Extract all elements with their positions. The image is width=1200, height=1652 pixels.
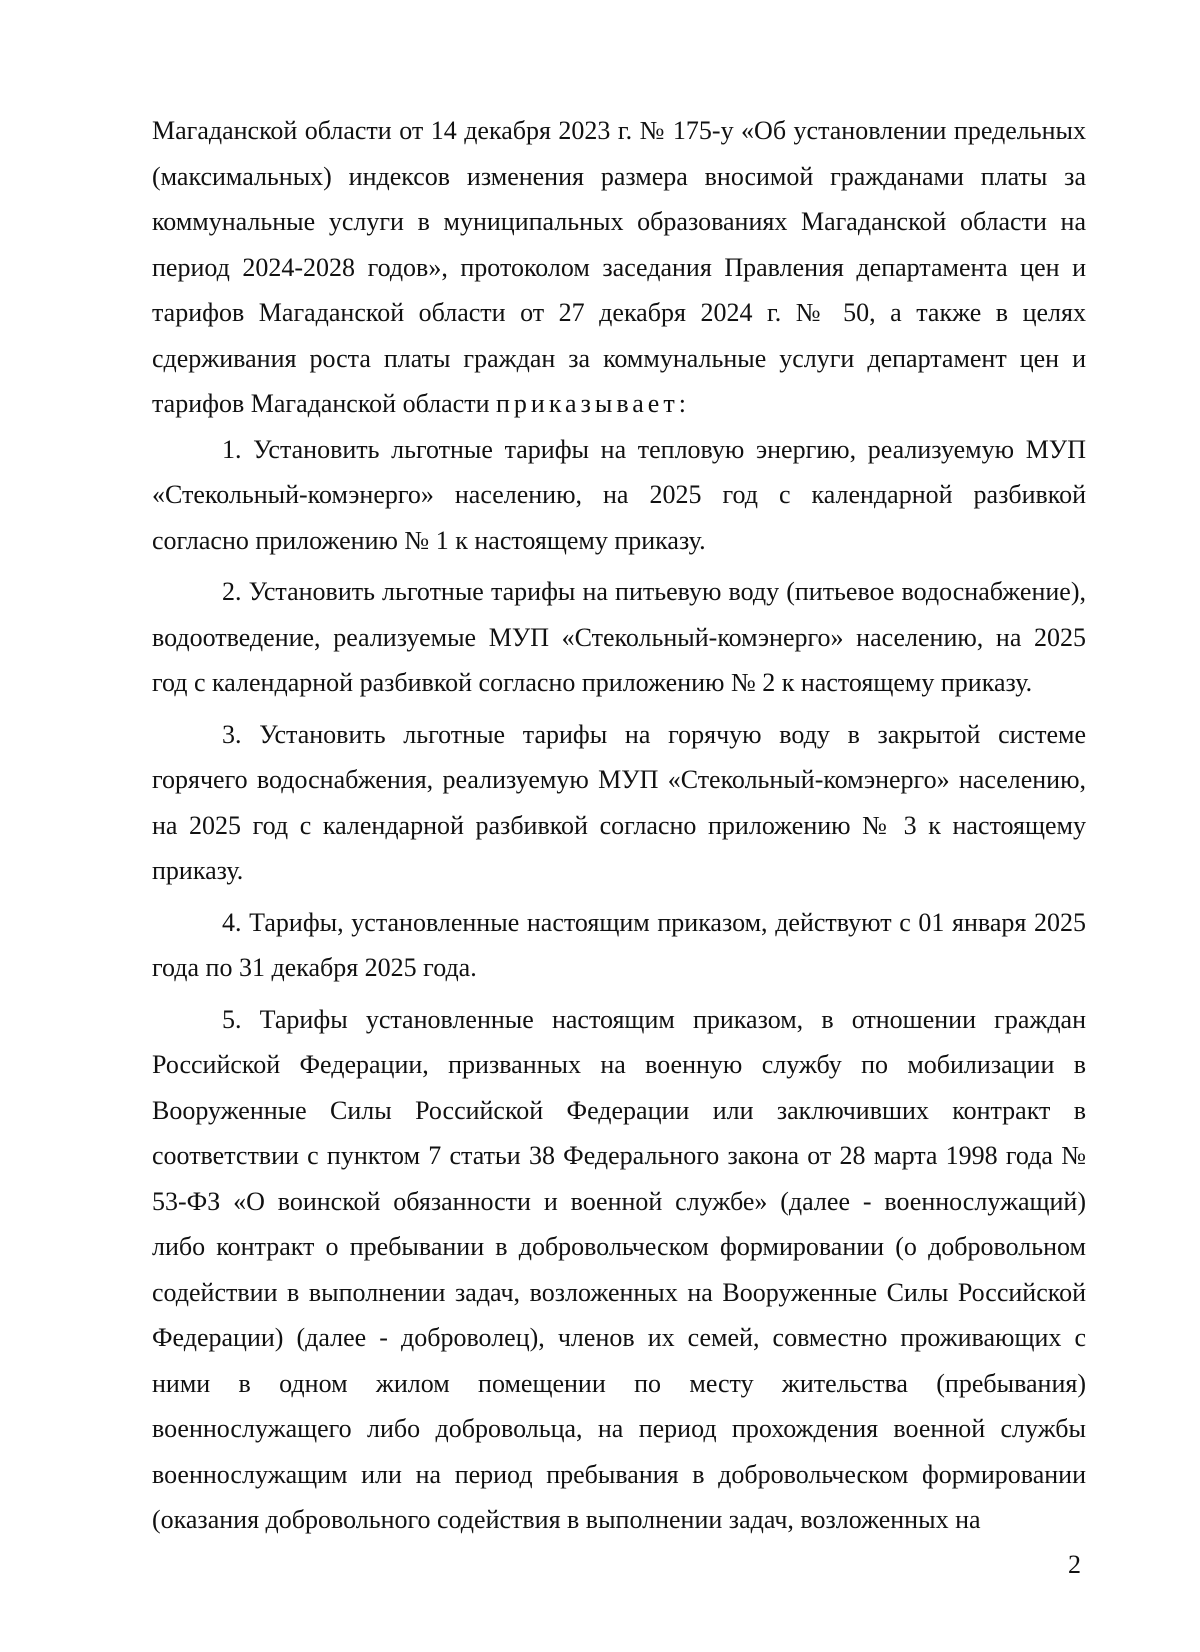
order-verb: приказывает [495,389,679,418]
intro-paragraph [152,108,1086,427]
intro-text: Магаданской области от 14 декабря 2023 г. № 175-у «Об установлении предельных (максимальных) индексов изменения размера вносимой гражданами платы за коммунальные услуги в муниципальных образованиях Магаданской области на период 2024-2028 годов», протоколом заседания Правления департамента цен и тарифов Магаданской области от 27 декабря 2024 г. № 50, а также в целях сдерживания роста платы граждан за коммунальные услуги департамент цен и тарифов Магаданской области [152,116,1086,418]
paragraph-item-1: 1. Установить льготные тарифы на тепловую энергию, реализуемую МУП «Стекольный-комэнерго» населению, на 2025 год с календарной разбивкой согласно приложению № 1 к настоящему приказу. [152,434,1086,555]
page-number: 2 [1068,1550,1081,1579]
intro-colon: : [678,389,686,418]
paragraph-item-5: 5. Тарифы установленные настоящим приказом, в отношении граждан Российской Федерации, призванных на военную службу по мобилизации в Вооруженные Силы Российской Федерации или заключивших контракт в соответствии с пунктом 7 статьи 38 Федерального закона от 28 марта 1998 года № 53-ФЗ «О воинской обязанности и военной службе» (далее - военнослужащий) либо контракт о пребывании в добровольческом формировании (о добровольном содействии в выполнении задач, возложенных на Вооруженные Силы Российской Федерации) (далее - доброволец), членов их семей, совместно проживающих с ними в одном жилом помещении по месту жительства (пребывания) военнослужащего либо добровольца, на период прохождения военной службы военнослужащим или на период пребывания в добровольческом формировании (оказания добровольного содействия в выполнении задач, возложенных на [152,1004,1086,1534]
paragraph-item-2: 2. Установить льготные тарифы на питьевую воду (питьевое водоснабжение), водоотведение, реализуемые МУП «Стекольный-комэнерго» населению, на 2025 год с календарной разбивкой согласно приложению № 2 к настоящему приказу. [152,577,1086,697]
paragraph-item-4: 4. Тарифы, установленные настоящим приказом, действуют с 01 января 2025 года по 31 декабря 2025 года. [152,907,1086,982]
document-body [152,108,1086,1543]
paragraph-item-3: 3. Установить льготные тарифы на горячую воду в закрытой системе горячего водоснабжения, реализуемую МУП «Стекольный-комэнерго» населению, на 2025 год с календарной разбивкой согласно приложению № 3 к настоящему приказу. [152,719,1086,885]
